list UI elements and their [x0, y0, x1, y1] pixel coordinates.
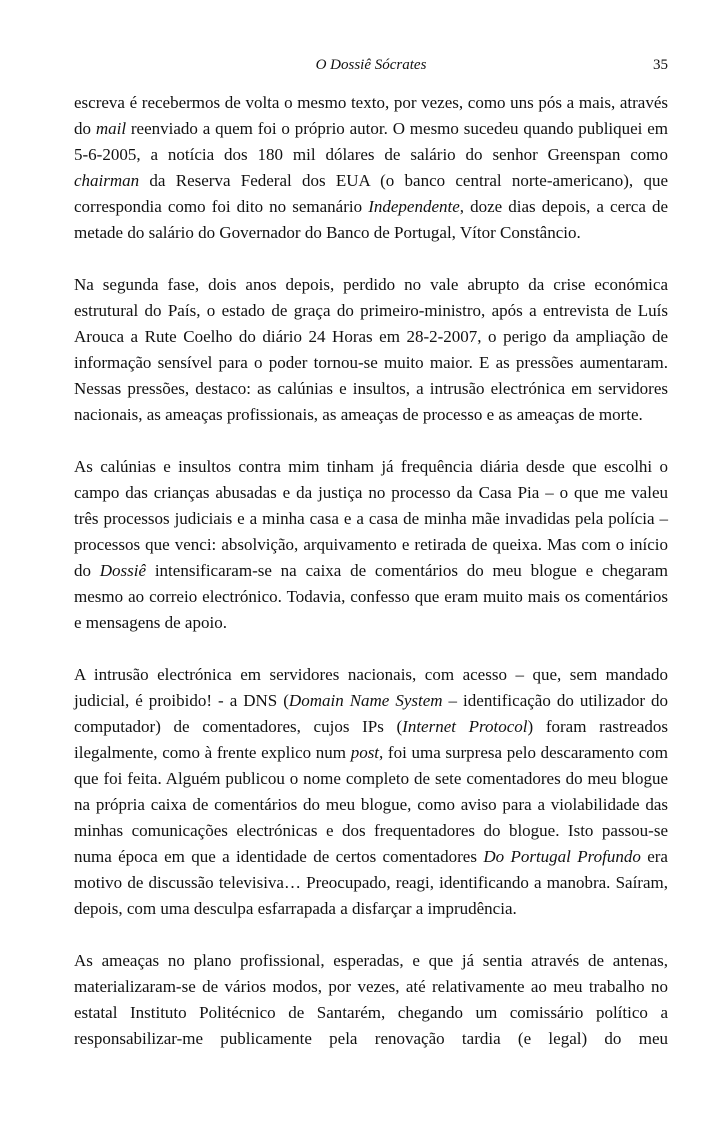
book-page: [74, 54, 668, 1078]
text-segment: – identificação do utilizador do computador) de comentadores, cujos IPs (: [74, 691, 668, 736]
italic-term: Do Portugal Profundo: [483, 847, 641, 866]
paragraph: [74, 662, 668, 922]
text-segment: Na segunda fase, dois anos depois, perdido no vale abrupto da crise económica estrutural do País, o estado de graça do primeiro-ministro, após a entrevista de Luís Arouca a Rute Coelho do diário 24 Horas em 28-2-2007, o perigo da ampliação de informação sensível para o poder tornou-se muito maior. E as pressões aumentaram. Nessas pressões, destaco: as calúnias e insultos, a intrusão electrónica em servidores nacionais, as ameaças profissionais, as ameaças de processo e as ameaças de morte.: [74, 275, 668, 424]
text-segment: ) foram rastreados ilegalmente, como à frente explico num: [74, 717, 668, 762]
italic-term: chairman: [74, 171, 140, 190]
running-header: [74, 54, 668, 76]
text-segment: As ameaças no plano profissional, esperadas, e que já sentia através de antenas, materializaram-se de vários modos, por vezes, até relativamente ao meu trabalho no estatal Instituto Politécnico de Santarém, chegando um comissário político a responsabilizar-me publicamente pela renovação tardia (e legal) do meu: [74, 951, 668, 1048]
text-segment: reenviado a quem foi o próprio autor. O mesmo sucedeu quando publiquei em 5-6-2005, a notícia dos 180 mil dólares de salário do senhor Greenspan como: [74, 119, 668, 164]
running-title: O Dossiê Sócrates: [315, 57, 427, 73]
text-segment: escreva é recebermos de volta o mesmo texto, por vezes, como uns pós a mais, através do: [74, 93, 668, 138]
text-segment: , foi uma surpresa pelo descaramento com que foi feita. Alguém publicou o nome completo de sete comentadores do meu blogue na própria caixa de comentários do meu blogue, como aviso para a violabilidade das minhas comunicações electrónicas e dos frequentadores do blogue. Isto passou-se numa época em que a identidade de certos comentadores: [74, 743, 668, 866]
italic-term: Domain Name System: [288, 691, 443, 710]
page-number: 35: [653, 57, 668, 73]
italic-term: mail: [95, 119, 127, 138]
text-segment: era motivo de discussão televisiva… Preocupado, reagi, identificando a manobra. Saíram, depois, com uma desculpa esfarrapada a disfarçar a imprudência.: [74, 847, 668, 918]
paragraph: [74, 948, 668, 1052]
body-text: [74, 90, 668, 1052]
text-segment: da Reserva Federal dos EUA (o banco central norte-americano), que correspondia como foi dito no semanário: [74, 171, 668, 216]
paragraph: [74, 90, 668, 246]
italic-term: post: [350, 743, 380, 762]
italic-term: Independente: [368, 197, 460, 216]
text-segment: As calúnias e insultos contra mim tinham já frequência diária desde que escolhi o campo das crianças abusadas e da justiça no processo da Casa Pia – o que me valeu três processos judiciais e a minha casa e a casa de minha mãe invadidas pela polícia – processos que venci: absolvição, arquivamento e retirada de queixa. Mas com o início do: [74, 457, 668, 580]
text-segment: , doze dias depois, a cerca de metade do salário do Governador do Banco de Portugal, Vítor Constâncio.: [74, 197, 668, 242]
paragraph: [74, 454, 668, 636]
text-segment: intensificaram-se na caixa de comentários do meu blogue e chegaram mesmo ao correio electrónico. Todavia, confesso que eram muito mais os comentários e mensagens de apoio.: [74, 561, 669, 632]
italic-term: Dossiê: [99, 561, 147, 580]
paragraph: [74, 272, 668, 428]
italic-term: Internet Protocol: [402, 717, 528, 736]
text-segment: A intrusão electrónica em servidores nacionais, com acesso – que, sem mandado judicial, é proibido! - a DNS (: [74, 665, 668, 710]
